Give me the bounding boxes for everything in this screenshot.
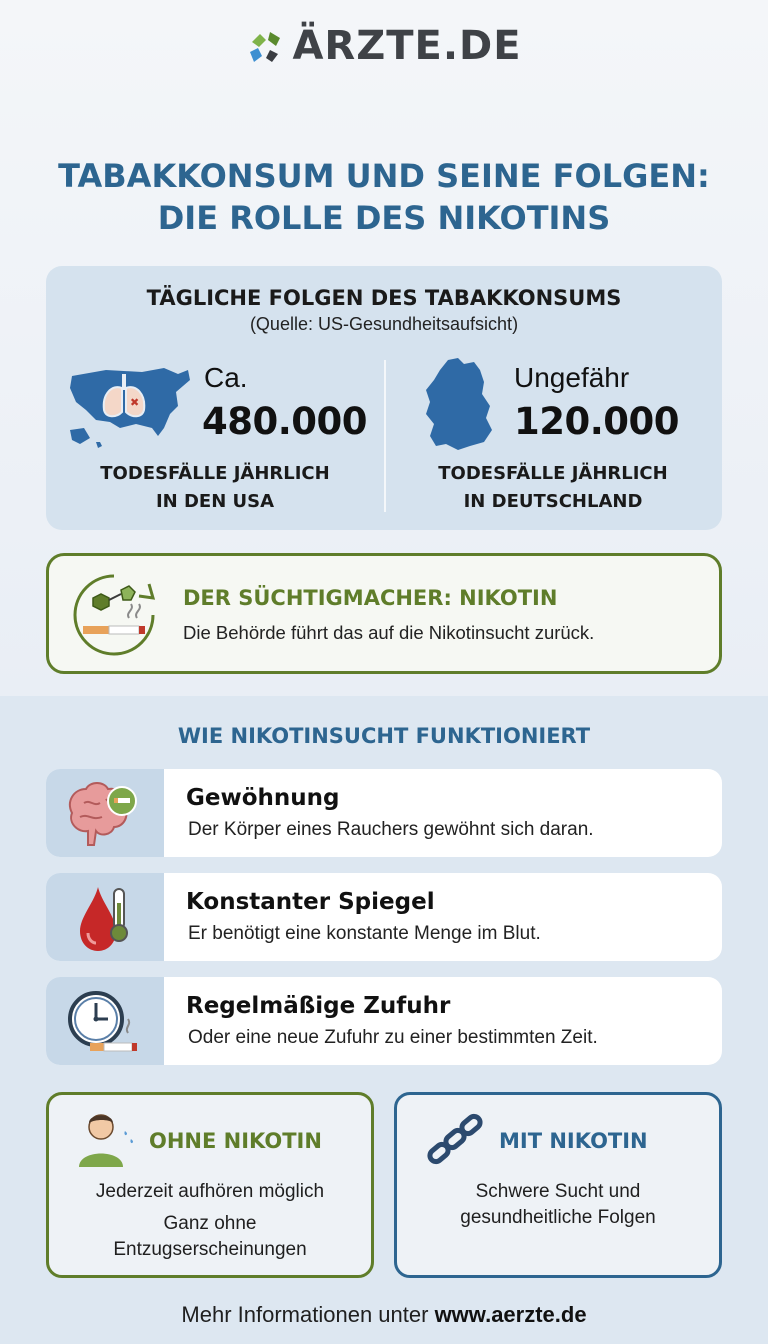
step-icon-box	[46, 977, 164, 1065]
step-title: Gewöhnung	[186, 785, 340, 811]
step-icon-box	[46, 769, 164, 857]
mit-text	[397, 1179, 719, 1231]
germany-label-line-2: IN DEUTSCHLAND	[463, 491, 643, 512]
stats-source: (Quelle: US-Gesundheitsaufsicht)	[249, 314, 519, 334]
usa-number: 480.000	[202, 400, 368, 443]
stat-usa	[46, 356, 384, 526]
ohne-text	[49, 1179, 371, 1263]
germany-label	[384, 460, 722, 516]
stat-germany	[384, 356, 722, 526]
stats-heading: TÄGLICHE FOLGEN DES TABAKKONSUMS	[146, 286, 622, 310]
ohne-line-1: Jederzeit aufhören möglich	[95, 1181, 325, 1202]
mit-title: MIT NIKOTIN	[499, 1129, 648, 1153]
compare-mit-nikotin	[394, 1092, 722, 1278]
brain-icon	[60, 773, 146, 853]
step-description: Er benötigt eine konstante Menge im Blut.	[188, 923, 541, 944]
ohne-line-3: Entzugserscheinungen	[113, 1239, 307, 1260]
logo[interactable]	[0, 24, 768, 71]
stats-card	[46, 266, 722, 530]
how-title: WIE NIKOTINSUCHT FUNKTIONIERT	[177, 724, 591, 748]
mit-line-1: Schwere Sucht und	[475, 1181, 641, 1202]
nicotine-subtitle: Die Behörde führt das auf die Nikotinsucht zurück.	[183, 622, 595, 643]
germany-prefix: Ungefähr	[514, 362, 630, 393]
step-title: Konstanter Spiegel	[186, 889, 435, 915]
germany-label-line-1: TODESFÄLLE JÄHRLICH	[438, 463, 668, 484]
nicotine-molecule-cigarette-icon	[69, 570, 159, 660]
nicotine-title: DER SÜCHTIGMACHER: NIKOTIN	[183, 586, 558, 610]
ohne-line-2: Ganz ohne	[163, 1213, 257, 1234]
chain-icon	[427, 1111, 487, 1171]
footer	[0, 1302, 768, 1328]
step-description: Der Körper eines Rauchers gewöhnt sich daran.	[188, 819, 594, 840]
title-line-2: DIE ROLLE DES NIKOTINS	[157, 199, 611, 237]
step-title: Regelmäßige Zufuhr	[186, 993, 451, 1019]
page-title	[0, 155, 768, 239]
germany-map-icon	[424, 358, 494, 450]
step-icon-box	[46, 873, 164, 961]
ohne-title: OHNE NIKOTIN	[149, 1129, 322, 1153]
svg-text:✖: ✖	[130, 396, 140, 409]
footer-prefix: Mehr Informationen unter	[181, 1302, 435, 1327]
nicotine-card	[46, 553, 722, 674]
usa-prefix: Ca.	[204, 362, 248, 393]
compare-ohne-nikotin	[46, 1092, 374, 1278]
mit-line-2: gesundheitliche Folgen	[460, 1207, 656, 1228]
usa-map-lungs-icon	[66, 362, 194, 452]
title-line-1: TABAKKONSUM UND SEINE FOLGEN:	[58, 157, 710, 195]
step-konstanter-spiegel	[46, 873, 722, 961]
step-gewoehnung	[46, 769, 722, 857]
step-description: Oder eine neue Zufuhr zu einer bestimmten Zeit.	[188, 1027, 598, 1048]
person-sweat-icon	[75, 1109, 137, 1171]
logo-mark-icon	[246, 26, 286, 66]
germany-number: 120.000	[514, 400, 680, 443]
footer-link[interactable]: www.aerzte.de	[434, 1302, 587, 1327]
usa-label-line-2: IN DEN USA	[155, 491, 275, 512]
usa-label	[46, 460, 384, 516]
step-regelmaessige-zufuhr	[46, 977, 722, 1065]
logo-text: ÄRZTE.DE	[292, 23, 522, 69]
usa-label-line-1: TODESFÄLLE JÄHRLICH	[100, 463, 330, 484]
clock-cigarette-icon	[60, 981, 146, 1061]
blood-drop-thermometer-icon	[60, 877, 146, 957]
